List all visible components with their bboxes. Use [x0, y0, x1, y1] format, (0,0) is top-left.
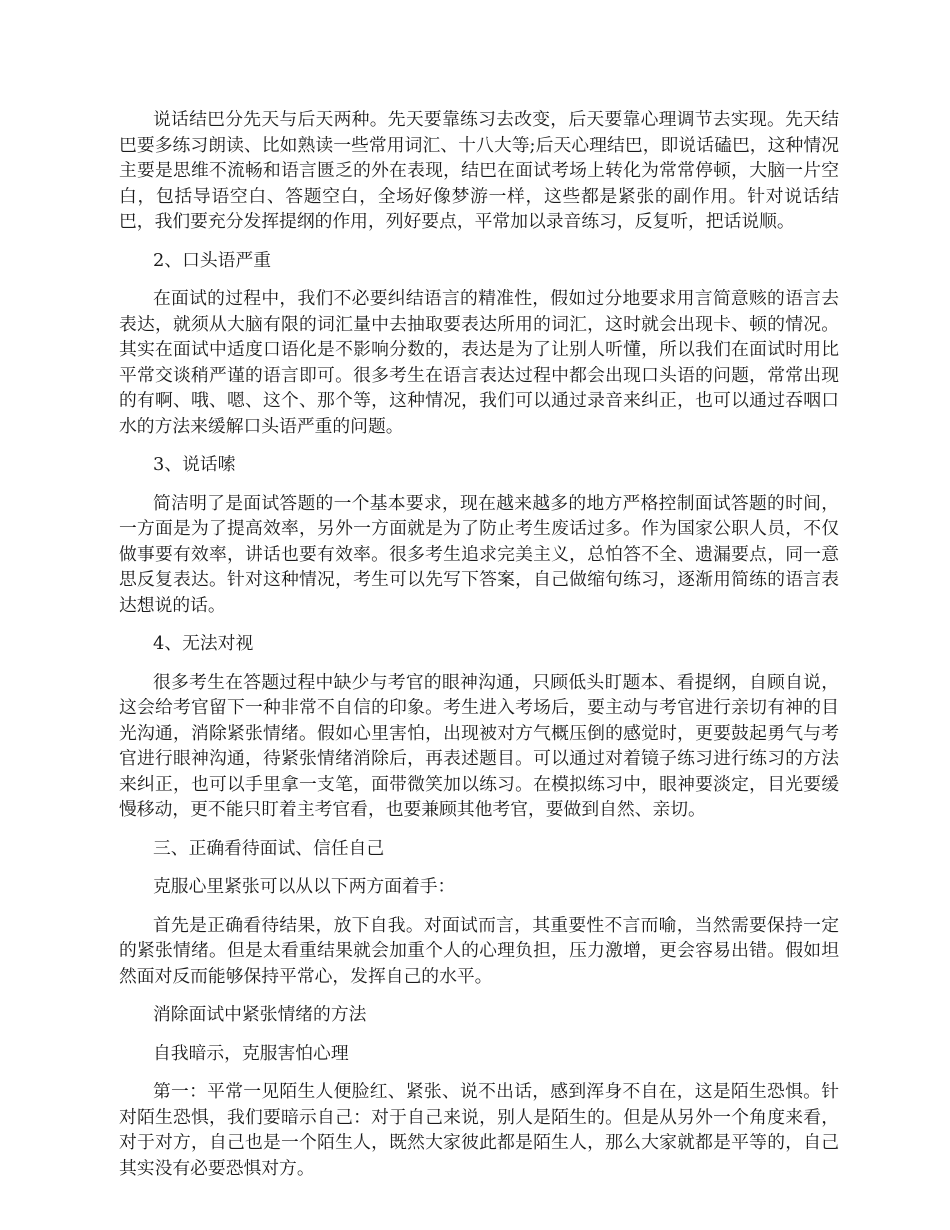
- heading-wordy: 3、说话嗦: [153, 454, 236, 475]
- heading-self-suggestion: 自我暗示，克服害怕心理: [153, 1042, 349, 1064]
- paragraph-stranger-fear: 第一：平常一见陌生人便脸红、紧张、说不出话，感到浑身不自在，这是陌生恐惧。针对陌生恐惧，我们要暗示自己：对于自己来说，别人是陌生的。但是从另外一个角度来看，对于对方，自己也是一个陌生人，既然大家彼此都是陌生人，那么大家就都是平等的，自己其实没有必要恐惧对方。: [119, 1081, 839, 1179]
- heading-eye-contact: 4、无法对视: [153, 633, 254, 654]
- paragraph-wordy: 简洁明了是面试答题的一个基本要求，现在越来越多的地方严格控制面试答题的时间，一方面是为了提高效率，另外一方面就是为了防止考生废话过多。作为国家公职人员，不仅做事要有效率，讲话也要有效率。很多考生追求完美主义，总怕答不全、遗漏要点，同一意思反复表达。针对这种情况，考生可以先写下答案，自己做缩句练习，逐渐用简练的语言表达想说的话。: [119, 492, 839, 616]
- paragraph-verbal-tics: 在面试的过程中，我们不必要纠结语言的精准性，假如过分地要求用言简意赅的语言去表达，就须从大脑有限的词汇量中去抽取要表达所用的词汇，这时就会出现卡、顿的情况。其实在面试中适度口语化是不影响分数的，表达是为了让别人听懂，所以我们在面试时用比平常交谈稍严谨的语言即可。很多考生在语言表达过程中都会出现口头语的问题，常常出现的有啊、哦、嗯、这个、那个等，这种情况，我们可以通过录音来纠正，也可以通过吞咽口水的方法来缓解口头语严重的问题。: [119, 288, 839, 437]
- heading-section-three: 三、正确看待面试、信任自己: [153, 837, 385, 859]
- paragraph-eye-contact: 很多考生在答题过程中缺少与考官的眼神沟通，只顾低头盯题本、看提纲，自顾自说，这会给考官留下一种非常不自信的印象。考生进入考场后，要主动与考官进行亲切有神的目光沟通，消除紧张情绪。假如心里害怕，出现被对方气概压倒的感觉时，更要鼓起勇气与考官进行眼神沟通，待紧张情绪消除后，再表述题目。可以通过对着镜子练习进行练习的方法来纠正，也可以手里拿一支笔，面带微笑加以练习。在模拟练习中，眼神要淡定，目光要缓慢移动，更不能只盯着主考官看，也要兼顾其他考官，要做到自然、亲切。: [119, 671, 839, 820]
- document-page: [119, 107, 839, 1194]
- heading-verbal-tics: 2、口头语严重: [153, 249, 272, 271]
- heading-methods: 消除面试中紧张情绪的方法: [153, 1004, 367, 1025]
- heading-overcome-nervousness: 克服心里紧张可以从以下两方面着手：: [153, 876, 456, 897]
- paragraph-stutter: 说话结巴分先天与后天两种。先天要靠练习去改变，后天要靠心理调节去实现。先天结巴要多练习朗读、比如熟读一些常用词汇、十八大等;后天心理结巴，即说话磕巴，这种情况主要是思维不流畅和语言匮乏的外在表现，结巴在面试考场上转化为常常停顿，大脑一片空白，包括导语空白、答题空白，全场好像梦游一样，这些都是紧张的副作用。针对说话结巴，我们要充分发挥提纲的作用，列好要点，平常加以录音练习，反复听，把话说顺。: [119, 109, 839, 232]
- paragraph-view-results: 首先是正确看待结果，放下自我。对面试而言，其重要性不言而喻，当然需要保持一定的紧张情绪。但是太看重结果就会加重个人的心理负担，压力激增，更会容易出错。假如坦然面对反而能够保持平常心，发挥自己的水平。: [119, 914, 839, 987]
